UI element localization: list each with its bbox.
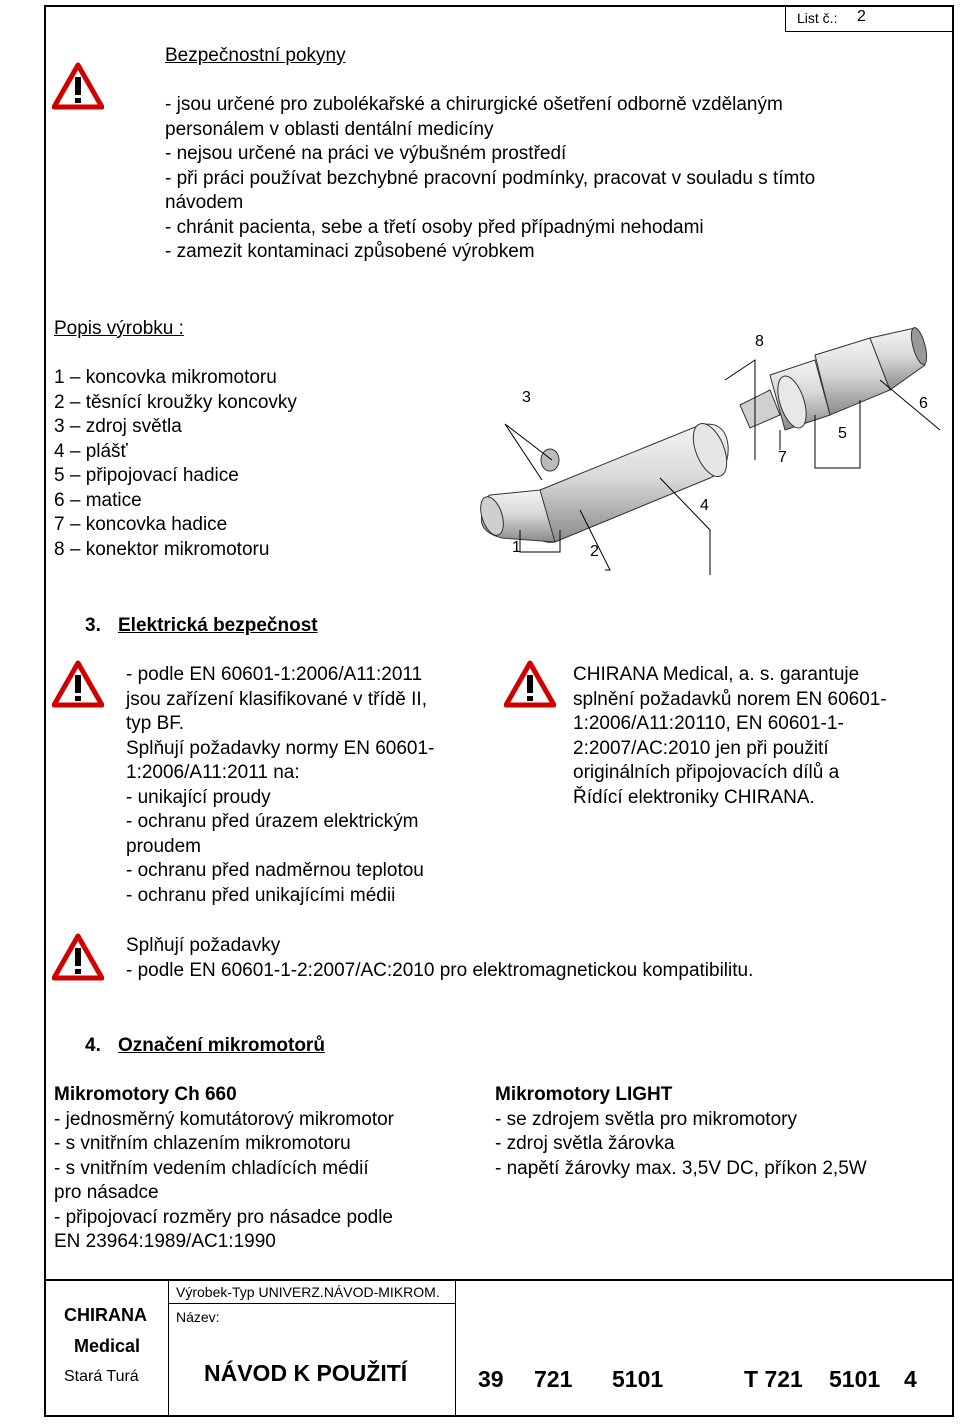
parts-list	[54, 366, 297, 562]
light-line: - se zdrojem světla pro mikromotory	[495, 1108, 797, 1130]
code-1: 39	[478, 1366, 504, 1392]
callout-4: 4	[700, 497, 709, 514]
callout-7: 7	[778, 449, 787, 466]
callout-5: 5	[838, 425, 847, 442]
sheet-label: List č.:	[797, 10, 838, 26]
electrical-right-text	[573, 663, 887, 810]
part-item: 6 – matice	[54, 489, 142, 511]
electrical-left-line: 1:2006/A11:2011 na:	[126, 762, 300, 783]
electrical-right-line: CHIRANA Medical, a. s. garantuje	[573, 664, 860, 685]
safety-line: - při práci používat bezchybné pracovní podmínky, pracovat v souladu s tímto	[165, 167, 816, 189]
light-line: - zdroj světla žárovka	[495, 1133, 675, 1154]
footer-row-line	[168, 1303, 455, 1304]
part-item: 4 – plášť	[54, 440, 128, 462]
emc-line: Splňují požadavky	[126, 935, 281, 956]
electrical-right-line: 1:2006/A11:20110, EN 60601-1-	[573, 713, 844, 734]
electrical-left-line: - podle EN 60601-1:2006/A11:2011	[126, 664, 423, 685]
sheet-box-bottom	[785, 31, 954, 32]
marking-number: 4.	[85, 1035, 101, 1056]
electrical-right-line: splnění požadavků norem EN 60601-	[573, 688, 887, 710]
sheet-box-divider	[785, 5, 786, 32]
ch660-title: Mikromotory Ch 660	[54, 1084, 237, 1105]
safety-line: - nejsou určené na práci ve výbušném prostředí	[165, 143, 567, 164]
safety-line: - zamezit kontaminaci způsobené výrobkem	[165, 241, 535, 262]
emc-line: - podle EN 60601-1-2:2007/AC:2010 pro elektromagnetickou kompatibilitu.	[126, 959, 754, 981]
footer-top-border	[44, 1279, 954, 1281]
warning-triangle-icon	[52, 933, 104, 981]
part-item: 1 – koncovka mikromotoru	[54, 367, 277, 388]
safety-list	[165, 93, 815, 265]
electrical-right-line: Řídící elektroniky CHIRANA.	[573, 786, 815, 808]
safety-line: - chránit pacienta, sebe a třetí osoby před případnými nehodami	[165, 216, 704, 238]
safety-title: Bezpečnostní pokyny	[165, 45, 346, 66]
name-label: Název:	[176, 1309, 220, 1325]
code-2: 721	[534, 1366, 573, 1392]
code-6: 4	[904, 1366, 917, 1392]
sheet-number: 2	[857, 8, 866, 25]
ch660-line: - jednosměrný komutátorový mikromotor	[54, 1108, 394, 1130]
ch660-line: pro násadce	[54, 1182, 159, 1203]
light-title: Mikromotory LIGHT	[495, 1084, 673, 1105]
micromotor-drawing	[470, 320, 945, 580]
code-5: 5101	[829, 1366, 881, 1392]
company-suffix: Medical	[74, 1336, 141, 1356]
part-item: 8 – konektor mikromotoru	[54, 538, 270, 560]
electrical-right-line: originálních připojovacích dílů a	[573, 762, 840, 783]
electrical-left-line: - ochranu před nadměrnou teplotou	[126, 860, 424, 881]
electrical-left-text	[126, 663, 434, 908]
code-3: 5101	[612, 1366, 664, 1392]
callout-3: 3	[522, 389, 531, 406]
callout-6: 6	[919, 395, 928, 412]
callout-8: 8	[755, 333, 764, 350]
hose-assembly	[740, 326, 930, 431]
warning-triangle-icon	[504, 660, 556, 708]
footer-divider-1	[168, 1279, 169, 1417]
motor-body	[476, 419, 733, 543]
electrical-left-line: typ BF.	[126, 713, 185, 734]
product-type: Výrobek-Typ UNIVERZ.NÁVOD-MIKROM.	[176, 1284, 440, 1300]
safety-line: personálem v oblasti dentální medicíny	[165, 118, 494, 140]
product-title: Popis výrobku :	[54, 318, 184, 339]
callout-1: 1	[512, 539, 521, 556]
marking-title: Označení mikromotorů	[118, 1035, 325, 1056]
part-item: 7 – koncovka hadice	[54, 514, 228, 535]
electrical-title: Elektrická bezpečnost	[118, 615, 318, 636]
warning-triangle-icon	[52, 660, 104, 708]
warning-triangle-icon	[52, 62, 104, 110]
part-item: 5 – připojovací hadice	[54, 465, 239, 486]
ch660-block	[54, 1083, 394, 1255]
electrical-right-line: 2:2007/AC:2010 jen při použití	[573, 737, 829, 759]
light-line: - napětí žárovky max. 3,5V DC, příkon 2,5W	[495, 1157, 867, 1179]
light-block	[495, 1083, 867, 1181]
part-item: 3 – zdroj světla	[54, 416, 182, 437]
ch660-line: EN 23964:1989/AC1:1990	[54, 1231, 276, 1252]
emc-text	[126, 934, 753, 983]
part-item: 2 – těsnící kroužky koncovky	[54, 391, 297, 413]
footer-divider-2	[455, 1279, 456, 1417]
electrical-left-line: Splňují požadavky normy EN 60601-	[126, 737, 435, 759]
electrical-left-line: - ochranu před unikajícími médii	[126, 884, 396, 906]
doc-title: NÁVOD K POUŽITÍ	[204, 1360, 408, 1386]
ch660-line: - s vnitřním vedením chladících médií	[54, 1157, 369, 1179]
callout-2: 2	[590, 543, 599, 560]
ch660-line: - s vnitřním chlazením mikromotoru	[54, 1133, 351, 1154]
safety-line: - jsou určené pro zubolékařské a chirurgické ošetření odborně vzdělaným	[165, 94, 783, 115]
electrical-number: 3.	[85, 615, 101, 636]
company-city: Stará Turá	[64, 1368, 139, 1385]
electrical-left-line: - ochranu před úrazem elektrickým	[126, 811, 419, 832]
code-4: T 721	[744, 1366, 803, 1392]
electrical-left-line: - unikající proudy	[126, 786, 271, 808]
safety-line: návodem	[165, 192, 244, 213]
company-name: CHIRANA	[64, 1305, 147, 1325]
electrical-left-line: jsou zařízení klasifikované v třídě II,	[126, 688, 427, 710]
ch660-line: - připojovací rozměry pro násadce podle	[54, 1206, 394, 1228]
electrical-left-line: proudem	[126, 835, 201, 857]
